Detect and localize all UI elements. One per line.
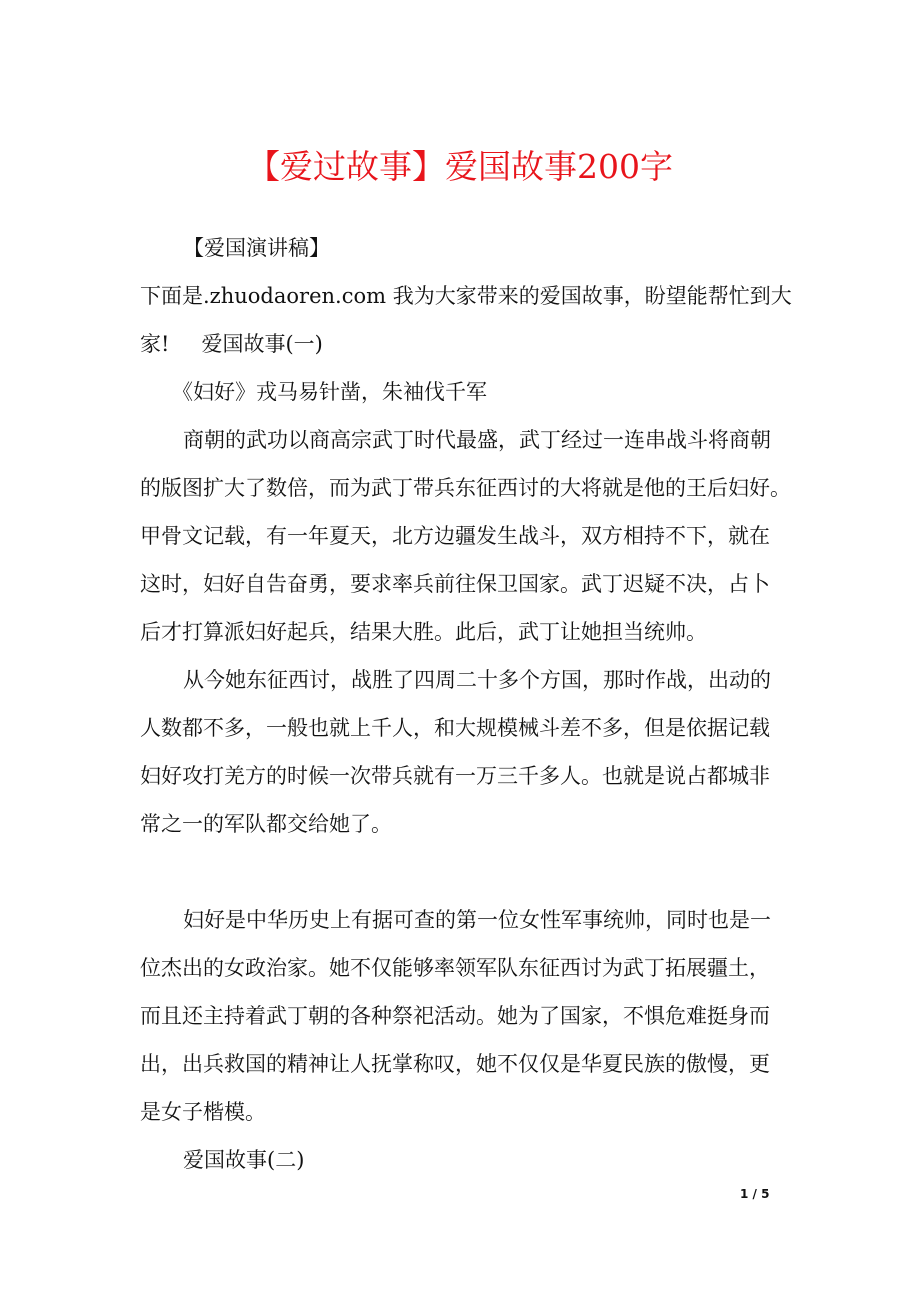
paragraph-3-line: 位杰出的女政治家。她不仅能够率领军队东征西讨为武丁拓展疆土， <box>140 956 770 980</box>
paragraph-3-line: 是女子楷模。 <box>140 1100 266 1124</box>
paragraph-3-line: 妇好是中华历史上有据可查的第一位女性军事统帅，同时也是一 <box>183 908 771 932</box>
paragraph-1-line: 商朝的武功以商高宗武丁时代最盛，武丁经过一连串战斗将商朝 <box>183 428 771 452</box>
paragraph-3-line: 出，出兵救国的精神让人抚掌称叹，她不仅仅是华夏民族的傲慢，更 <box>140 1052 770 1076</box>
paragraph-2-line: 常之一的军队都交给她了。 <box>140 812 392 836</box>
paragraph-2-line: 从今她东征西讨，战胜了四周二十多个方国，那时作战，出动的 <box>183 668 771 692</box>
paragraph-2-line: 人数都不多，一般也就上千人，和大规模械斗差不多，但是依据记载 <box>140 716 770 740</box>
paragraph-1-line: 这时，妇好自告奋勇，要求率兵前往保卫国家。武丁迟疑不决，占卜 <box>140 572 770 596</box>
paragraph-1-line: 后才打算派妇好起兵，结果大胜。此后，武丁让她担当统帅。 <box>140 620 707 644</box>
paragraph-2-line: 妇好攻打羌方的时候一次带兵就有一万三千多人。也就是说占都城非 <box>140 764 770 788</box>
intro-line-2 <box>140 329 323 359</box>
section2-heading: 爱国故事(二) <box>183 1148 305 1172</box>
section1-heading: 爱国故事(一) <box>201 332 323 356</box>
intro-line-1: 下面是.zhuodaoren.com 我为大家带来的爱国故事，盼望能帮忙到大 <box>140 284 792 308</box>
story-subtitle: 《妇好》戎马易针凿，朱袖伐千军 <box>172 380 487 404</box>
intro-line-2-start: 家! <box>140 332 170 356</box>
paragraph-3-line: 而且还主持着武丁朝的各种祭祀活动。她为了国家，不惧危难挺身而 <box>140 1004 770 1028</box>
page-indicator: 1 / 5 <box>740 1187 770 1201</box>
document-title: 【爱过故事】爱国故事200字 <box>247 147 673 186</box>
header-tag: 【爱国演讲稿】 <box>183 236 330 260</box>
paragraph-1-line: 的版图扩大了数倍，而为武丁带兵东征西讨的大将就是他的王后妇好。 <box>140 476 791 500</box>
paragraph-1-line: 甲骨文记载，有一年夏天，北方边疆发生战斗，双方相持不下，就在 <box>140 524 770 548</box>
